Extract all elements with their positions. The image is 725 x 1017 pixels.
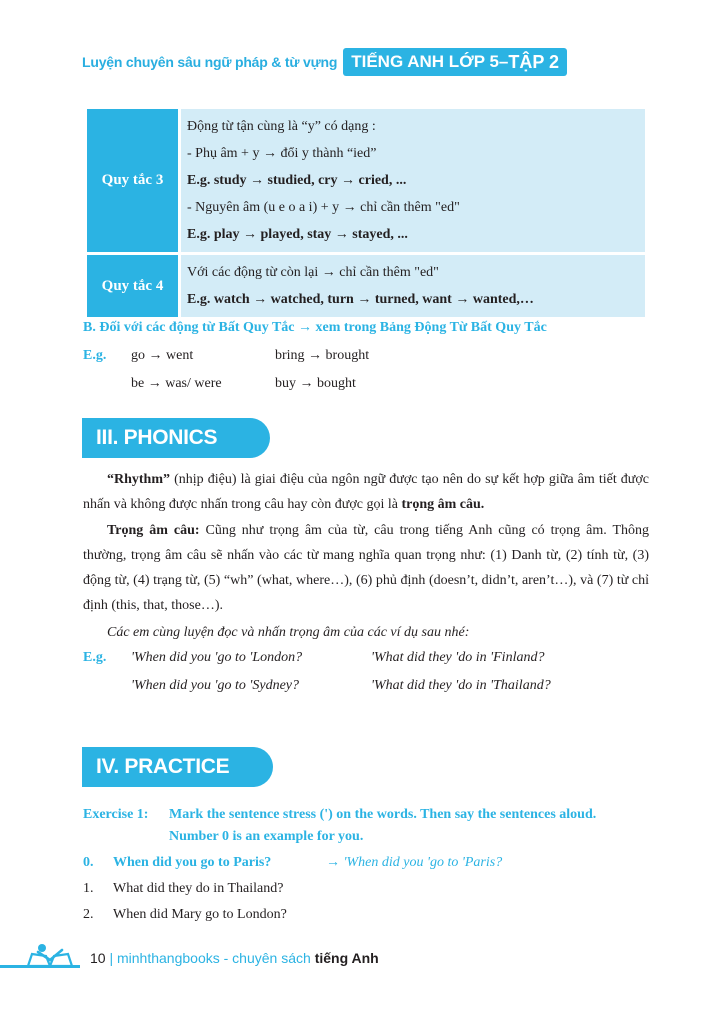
rule-line: - Nguyên âm (u e o a i) + y → chỉ cần thêm "ed" bbox=[187, 200, 460, 215]
rule-label: Quy tắc 4 bbox=[87, 255, 178, 317]
page-footer bbox=[0, 940, 725, 980]
footer-text bbox=[90, 950, 379, 966]
page-header bbox=[82, 47, 567, 77]
phonics-paragraph-2 bbox=[83, 518, 649, 618]
footer-separator: | bbox=[105, 950, 117, 966]
header-badge-tail: TẬP 2 bbox=[508, 51, 560, 72]
item-answer: → 'When did you 'go to 'Paris? bbox=[326, 855, 503, 870]
rhythm-term: “Rhythm” bbox=[107, 472, 171, 487]
irregular-verb: go → went bbox=[131, 348, 194, 363]
stress-example: 'When did you 'go to 'London? bbox=[131, 650, 303, 665]
eg-label: E.g. bbox=[83, 348, 107, 363]
exercise-label: Exercise 1: bbox=[83, 807, 149, 822]
rule-body bbox=[181, 255, 645, 317]
instruction-text: Các em cùng luyện đọc và nhấn trọng âm của các ví dụ sau nhé: bbox=[107, 625, 470, 640]
header-badge-main: TIẾNG ANH LỚP 5 bbox=[351, 52, 499, 71]
irregular-row bbox=[83, 348, 370, 364]
rule-example: E.g. play → played, stay → stayed, ... bbox=[187, 227, 408, 242]
rule-line: Với các động từ còn lại → chỉ cần thêm "ed" bbox=[187, 265, 439, 280]
rules-table bbox=[87, 109, 645, 320]
item-sentence: When did you go to Paris? bbox=[113, 855, 272, 870]
footer-brand: minhthangbooks - chuyên sách bbox=[117, 950, 315, 966]
practice-title: IV. PRACTICE bbox=[82, 747, 273, 787]
header-badge-sep: – bbox=[498, 52, 509, 71]
irregular-verb: bring → brought bbox=[275, 348, 370, 363]
stress-example: 'When did you 'go to 'Sydney? bbox=[131, 678, 299, 693]
page-number: 10 bbox=[90, 950, 106, 966]
rule-example: E.g. study → studied, cry → cried, ... bbox=[187, 173, 407, 188]
eg-label: E.g. bbox=[83, 650, 107, 665]
irregular-verb: buy → bought bbox=[275, 376, 356, 391]
stress-example: 'What did they 'do in 'Finland? bbox=[371, 650, 545, 665]
header-subtitle: Luyện chuyên sâu ngữ pháp & từ vựng bbox=[82, 54, 338, 70]
stress-heading: Trọng âm câu: bbox=[107, 523, 200, 538]
rule-line: - Phụ âm + y → đổi y thành “ied” bbox=[187, 146, 377, 161]
section-b-heading: B. Đối với các động từ Bất Quy Tắc → xem trong Bảng Động Từ Bất Quy Tắc bbox=[83, 320, 547, 335]
phonics-instruction bbox=[83, 620, 649, 645]
paragraph-text: Cũng như trọng âm của từ, câu trong tiếng Anh cũng có trọng âm. Thông thường, trọng âm câu sẽ nhấn vào các từ mang nghĩa quan trọng như: (1) Danh từ, (2) tính từ, (3) động từ, (4) trạng từ, (5) “wh” (what, where…), (6) phủ định (doesn’t, didn’t, aren’t…), và (7) từ chỉ định (this, that, those…). bbox=[83, 523, 649, 613]
rule-label: Quy tắc 3 bbox=[87, 109, 178, 252]
item-sentence: What did they do in Thailand? bbox=[113, 881, 284, 896]
rule-body bbox=[181, 109, 645, 252]
item-number: 2. bbox=[83, 907, 94, 922]
sentence-stress-term: trọng âm câu. bbox=[401, 497, 485, 512]
irregular-verb: be → was/ were bbox=[131, 376, 222, 391]
rule-line: Động từ tận cùng là “y” có dạng : bbox=[187, 119, 376, 134]
rule-row-4 bbox=[87, 255, 645, 317]
book-reader-icon bbox=[24, 942, 76, 970]
stress-example-row bbox=[83, 650, 545, 666]
footer-brand-bold: tiếng Anh bbox=[314, 950, 379, 966]
header-badge bbox=[343, 48, 567, 76]
stress-example: 'What did they 'do in 'Thailand? bbox=[371, 678, 551, 693]
phonics-title: III. PHONICS bbox=[82, 418, 270, 458]
item-number: 1. bbox=[83, 881, 94, 896]
rule-example: E.g. watch → watched, turn → turned, want → wanted,… bbox=[187, 292, 534, 307]
phonics-paragraph-1 bbox=[83, 467, 649, 517]
exercise-instruction: Number 0 is an example for you. bbox=[169, 829, 364, 844]
paragraph-text: (nhịp điệu) là giai điệu của ngôn ngữ được tạo nên do sự kết hợp giữa âm tiết được nhấn và không được nhấn trong câu hay còn được gọi là bbox=[83, 472, 649, 512]
item-sentence: When did Mary go to London? bbox=[113, 907, 287, 922]
item-number: 0. bbox=[83, 855, 94, 870]
exercise-instruction: Mark the sentence stress (') on the words. Then say the sentences aloud. bbox=[169, 807, 597, 822]
rule-row-3 bbox=[87, 109, 645, 252]
